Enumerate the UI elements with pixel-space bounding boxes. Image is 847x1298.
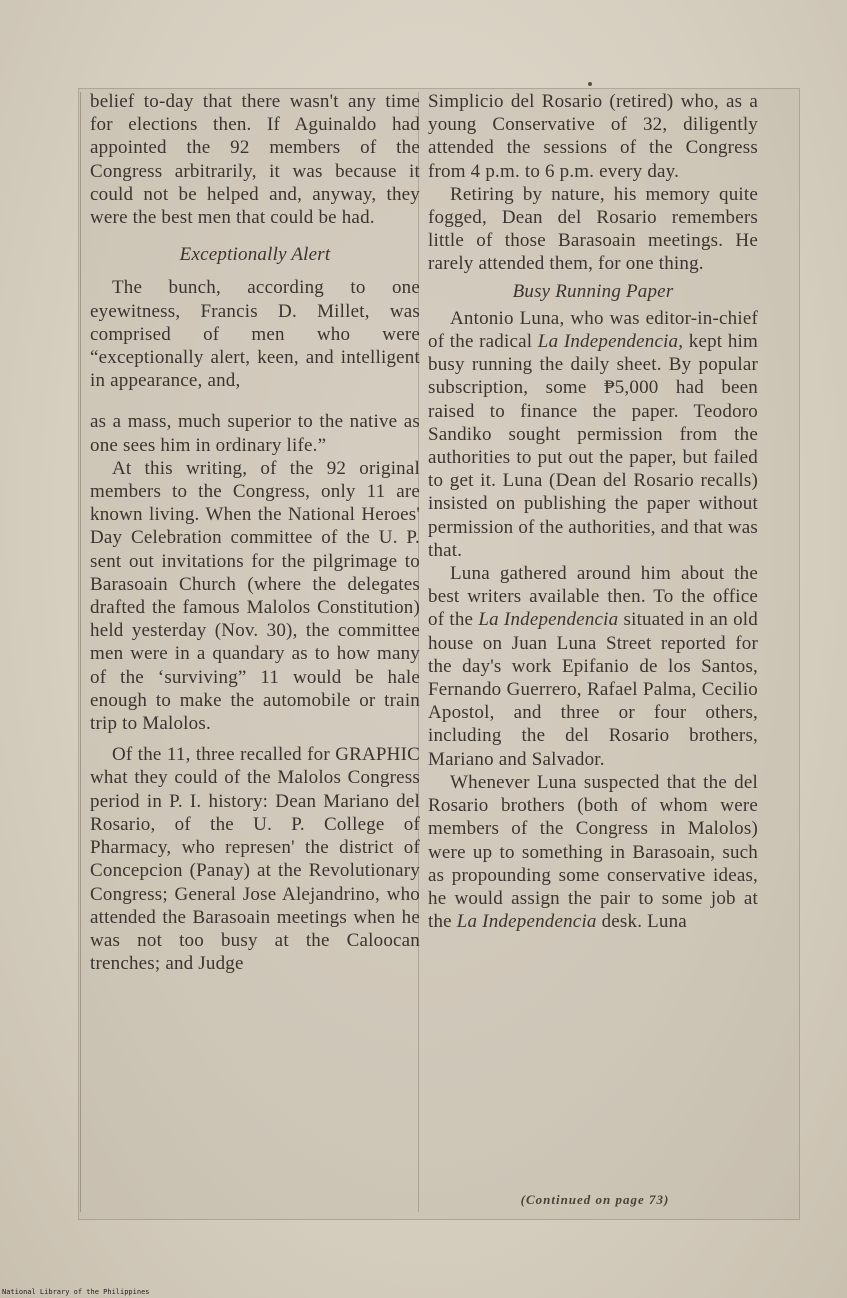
paragraph: belief to-day that there wasn't any time for elections then. If Aguinaldo had appointed the 92 members of the Congress arbitrarily, it was because it could not be helped and, anyway, they were the best men that could be had. bbox=[90, 91, 420, 229]
publication-name: La Independencia bbox=[478, 609, 619, 631]
ink-dot bbox=[588, 82, 592, 86]
left-rule bbox=[80, 92, 81, 1212]
paragraph: The bunch, according to one eyewitness, Francis D. Millet, was comprised of men who were “exceptionally alert, keen, and intelligent in appearance, and, bbox=[90, 277, 420, 392]
text-run: desk. Luna bbox=[596, 911, 687, 933]
paragraph: Retiring by nature, his memory quite fogged, Dean del Rosario remembers little of those Barasoain meetings. He rarely attended them, for one thing. bbox=[428, 183, 758, 275]
continued-note: (Continued on page 73) bbox=[520, 1192, 670, 1207]
text-run: Luna gathered around him about the best writers available then. To the office of the bbox=[428, 563, 758, 631]
right-column bbox=[428, 90, 758, 933]
paragraph bbox=[428, 562, 758, 771]
paragraph: as a mass, much superior to the native as one sees him in ordinary life.” bbox=[90, 411, 420, 456]
footer-credit: National Library of the Philippines bbox=[2, 1288, 150, 1296]
paragraph: At this writing, of the 92 original members to the Congress, only 11 are known living. When the National Heroes' Day Celebration committee of the U. P. sent out invitations for the pilgrimage to Barasoain Church (where the delegates drafted the famous Malolos Constitution) held yesterday (Nov. 30), the committee men were in a quandary as to how many of the ‘surviving” 11 would be hale enough to make the automobile or train trip to Malolos. bbox=[90, 457, 420, 735]
text-run: situated in an old house on Juan Luna Street reported for the day's work Epifanio de los Santos, Fernando Guerrero, Rafael Palma, Cecilio Apostol, and three or four others, including the del Rosario brothers, Mariano and Salvador. bbox=[428, 609, 758, 770]
text-run: Antonio Luna, who was editor-in-chief of the radical bbox=[428, 307, 758, 353]
paragraph: Simplicio del Rosario (retired) who, as a young Conservative of 32, diligently attended the sessions of the Congress from 4 p.m. to 6 p.m. every day. bbox=[428, 91, 758, 182]
text-run: kept him busy running the daily sheet. By popular subscription, some ₱5,000 had been raised to finance the paper. Teodoro Sandiko sought permission from the authorities to put out the paper, but failed to get it. Luna (Dean del Rosario recalls) insisted on publishing the paper without permission of the authorities, and that was that. bbox=[428, 331, 758, 561]
section-heading: Busy Running Paper bbox=[512, 280, 674, 302]
publication-name: La Independencia bbox=[456, 911, 597, 933]
left-column bbox=[90, 90, 420, 975]
paragraph: Of the 11, three recalled for GRAPHIC what they could of the Malolos Congress period in P. I. history: Dean Mariano del Rosario, of the U. P. College of Pharmacy, who represen' the district of Concepcion (Panay) at the Revolutionary Congress; General Jose Alejandrino, who attended the Barasoain meetings when he was not too busy at the Caloocan trenches; and Judge bbox=[90, 744, 420, 975]
paragraph bbox=[428, 307, 758, 562]
publication-name: La Independencia, bbox=[537, 331, 684, 353]
paragraph bbox=[428, 771, 758, 933]
column-gap bbox=[90, 392, 420, 410]
text-run: Whenever Luna suspected that the del Rosario brothers (both of whom were members of the Congress in Malolos) were up to something in Barasoain, such as propounding some conservative ideas, he would assign the pair to some job at the bbox=[428, 771, 758, 933]
section-heading: Exceptionally Alert bbox=[179, 244, 331, 266]
